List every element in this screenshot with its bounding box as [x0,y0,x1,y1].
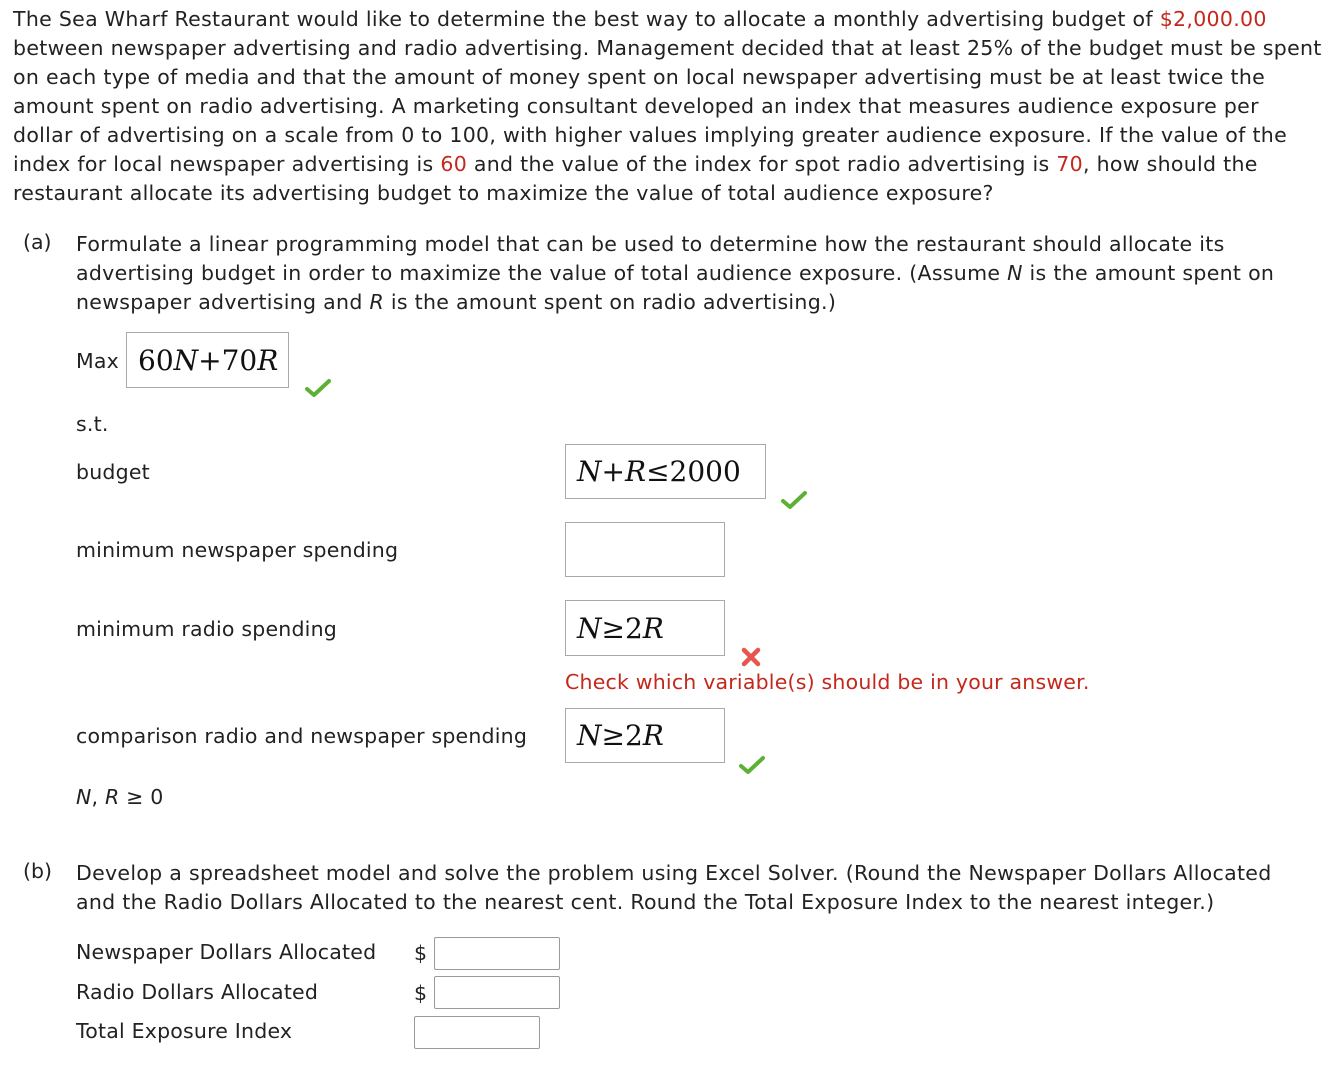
c0-var-r: R [624,455,647,488]
comparison-constraint-input[interactable] [565,708,725,763]
total-exposure-label: Total Exposure Index [76,1019,293,1043]
newspaper-index-value: 60 [440,152,468,176]
budget-constraint-input[interactable] [565,444,766,499]
problem-text-1: The Sea Wharf Restaurant would like to determine the best way to allocate a monthly advertising budget of [13,7,1160,31]
radio-index-value: 70 [1056,152,1083,176]
budget-amount: $2,000.00 [1159,7,1267,31]
obj-coef-2: 70 [221,343,258,377]
obj-var-1: N [173,343,199,377]
c3-rel: ≥ [601,719,625,752]
part-a-text-3: is the amount spent on radio advertising.) [384,290,837,314]
c3-var-n: N [577,719,602,752]
part-a-text-1: Formulate a linear programming model that can be used to determine how the restaurant should allocate its advertising budget in order to maximize the value of total audience exposure. (Assume [76,232,1225,285]
constraint-label-min-radio: minimum radio spending [76,617,337,641]
c2-rel: ≥ [601,611,625,645]
c0-plus: + [601,455,625,488]
part-a-instructions [76,230,1316,317]
newspaper-dollars-label: Newspaper Dollars Allocated [76,940,377,964]
radio-dollars-label: Radio Dollars Allocated [76,980,319,1004]
newspaper-dollars-input[interactable] [434,937,560,970]
max-label: Max [76,349,119,373]
c2-var-r: R [642,611,664,645]
total-exposure-input[interactable] [414,1016,540,1049]
objective-input[interactable] [126,332,289,388]
min-radio-constraint-input[interactable] [565,600,725,656]
var-n: N [1007,261,1023,285]
part-a-letter: (a) [23,230,52,254]
radio-dollars-field[interactable] [435,977,559,1008]
obj-plus: + [198,343,222,377]
problem-statement [13,5,1323,208]
var-r: R [369,290,385,314]
c3-coef: 2 [624,719,643,752]
problem-text-3: and the value of the index for spot radio advertising is [467,152,1057,176]
part-a-text-2: is the amount spent on newspaper advertising and [76,261,1275,314]
problem-text-4: , how should the restaurant allocate its advertising budget to maximize the value of total audience exposure? [13,152,1258,205]
x-icon [740,646,762,668]
nn-var-r: R [104,785,120,809]
obj-coef-1: 60 [138,343,174,377]
check-icon [781,490,807,510]
c0-rhs: 2000 [669,455,741,488]
constraint-label-comparison: comparison radio and newspaper spending [76,724,528,748]
check-icon [739,755,765,775]
c0-var-n: N [577,455,602,488]
dollar-sign: $ [414,941,428,965]
nn-var-n: N [76,785,92,809]
constraint-label-budget: budget [76,460,150,484]
check-icon [305,378,331,398]
st-label: s.t. [76,412,109,436]
c0-rel: ≤ [646,455,670,488]
dollar-sign: $ [414,981,428,1005]
nn-rel: ≥ 0 [119,785,164,809]
constraint-label-min-newspaper: minimum newspaper spending [76,538,399,562]
part-b-instructions: Develop a spreadsheet model and solve the problem using Excel Solver. (Round the Newspaper Dollars Allocated and the Radio Dollars Allocated to the nearest cent. Round the Total Exposure Index to the nearest integer.) [76,861,1272,914]
nonnegativity-constraint [76,785,164,809]
min-newspaper-constraint-input[interactable] [565,522,725,577]
c2-coef: 2 [624,611,643,645]
c2-var-n: N [577,611,602,645]
radio-dollars-input[interactable] [434,976,560,1009]
obj-var-2: R [257,343,279,377]
newspaper-dollars-field[interactable] [435,938,559,969]
total-exposure-field[interactable] [415,1017,539,1048]
part-b-letter: (b) [23,859,53,883]
problem-text-2: between newspaper advertising and radio advertising. Management decided that at least 25% of the budget must be spent on each type of media and that the amount of money spent on local newspaper advertising must be at least twice the amount spent on radio advertising. A marketing consultant developed an index that measures audience exposure per dollar of advertising on a scale from 0 to 100, with higher values implying greater audience exposure. If the value of the index for local newspaper advertising is [13,36,1322,176]
nn-sep: , [91,785,105,809]
c3-var-r: R [642,719,664,752]
feedback-message: Check which variable(s) should be in your answer. [565,670,1090,694]
